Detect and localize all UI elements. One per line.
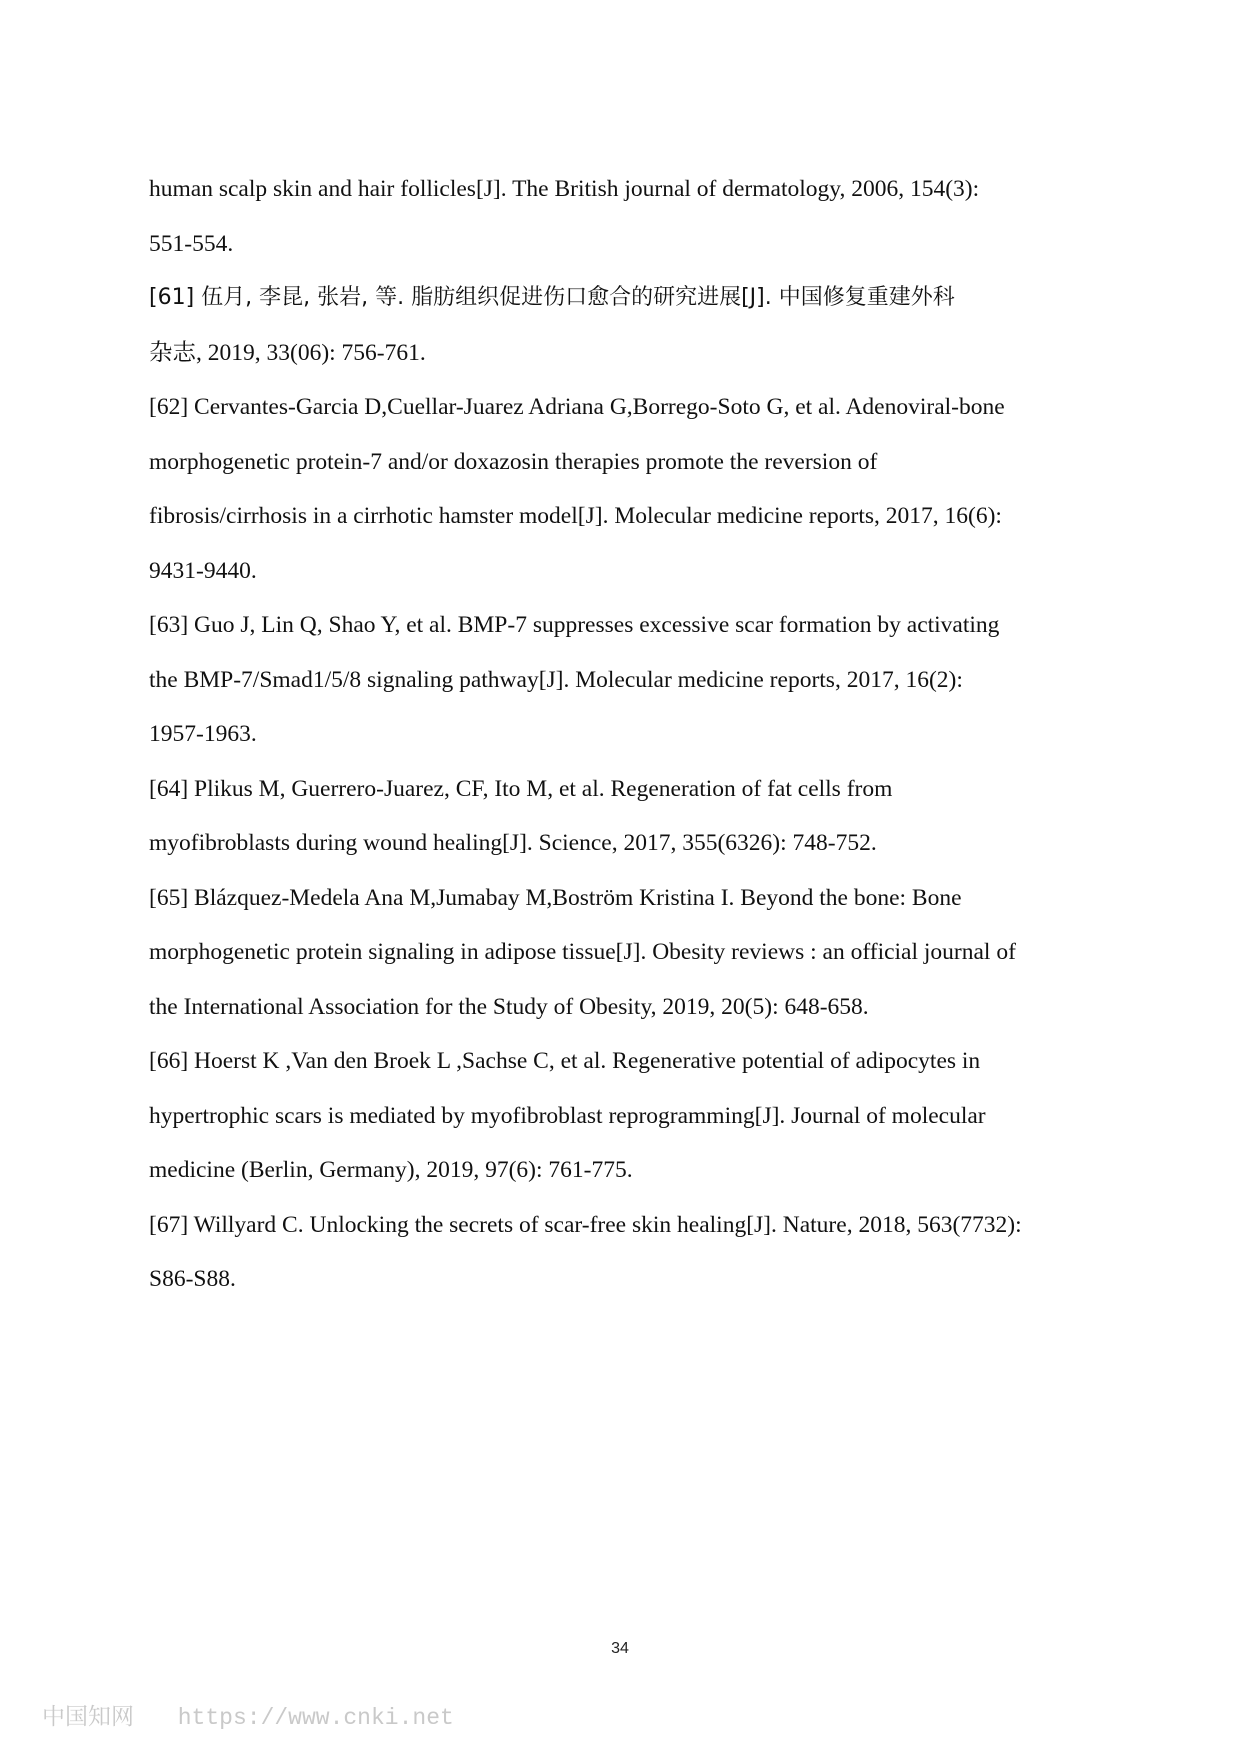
reference-list	[149, 162, 1089, 1307]
reference-line: morphogenetic protein‑7 and/or doxazosin therapies promote the reversion of	[149, 448, 878, 475]
reference-line: myofibroblasts during wound healing[J]. Science, 2017, 355(6326): 748-752.	[149, 830, 877, 856]
reference-line: the BMP‑7/Smad1/5/8 signaling pathway[J]. Molecular medicine reports, 2017, 16(2):	[149, 666, 963, 693]
reference-line: 9431-9440.	[149, 557, 257, 584]
watermark-url: https://www.cnki.net	[177, 1705, 454, 1731]
reference-line: [65] Blázquez-Medela Ana M,Jumabay M,Boström Kristina I. Beyond the bone: Bone	[149, 884, 962, 911]
reference-line: [61] 伍月, 李昆, 张岩, 等. 脂肪组织促进伤口愈合的研究进展[J]. 中国修复重建外科	[149, 285, 955, 310]
reference-line: [62] Cervantes-Garcia D,Cuellar-Juarez Adriana G,Borrego-Soto G, et al. Adenoviral‑bone	[149, 394, 1005, 420]
reference-line: 1957-1963.	[149, 721, 257, 747]
reference-line: [66] Hoerst K ,Van den Broek L ,Sachse C, et al. Regenerative potential of adipocytes in	[149, 1048, 981, 1074]
reference-line: hypertrophic scars is mediated by myofibroblast reprogramming[J]. Journal of molecular	[149, 1102, 986, 1129]
page-number: 34	[611, 1640, 629, 1657]
reference-line: medicine (Berlin, Germany), 2019, 97(6): 761-775.	[149, 1157, 633, 1183]
reference-line: morphogenetic protein signaling in adipose tissue[J]. Obesity reviews : an official journal of	[149, 939, 1016, 965]
reference-line: fibrosis/cirrhosis in a cirrhotic hamster model[J]. Molecular medicine reports, 2017, 16(6):	[149, 503, 1002, 529]
reference-line: [67] Willyard C. Unlocking the secrets of scar-free skin healing[J]. Nature, 2018, 563(7732):	[149, 1211, 1022, 1238]
reference-line: human scalp skin and hair follicles[J]. The British journal of dermatology, 2006, 154(3):	[149, 176, 980, 202]
cnki-watermark	[42, 1698, 454, 1731]
reference-line: 551-554.	[149, 230, 234, 257]
reference-line: [63] Guo J, Lin Q, Shao Y, et al. BMP‑7 suppresses excessive scar formation by activating	[149, 612, 1000, 638]
reference-line: [64] Plikus M, Guerrero-Juarez, CF, Ito M, et al. Regeneration of fat cells from	[149, 775, 893, 802]
reference-line: 杂志, 2019, 33(06): 756-761.	[149, 339, 426, 366]
reference-line: S86-S88.	[149, 1266, 236, 1292]
watermark-site-name: 中国知网	[42, 1704, 134, 1730]
reference-line: the International Association for the Study of Obesity, 2019, 20(5): 648-658.	[149, 993, 869, 1020]
